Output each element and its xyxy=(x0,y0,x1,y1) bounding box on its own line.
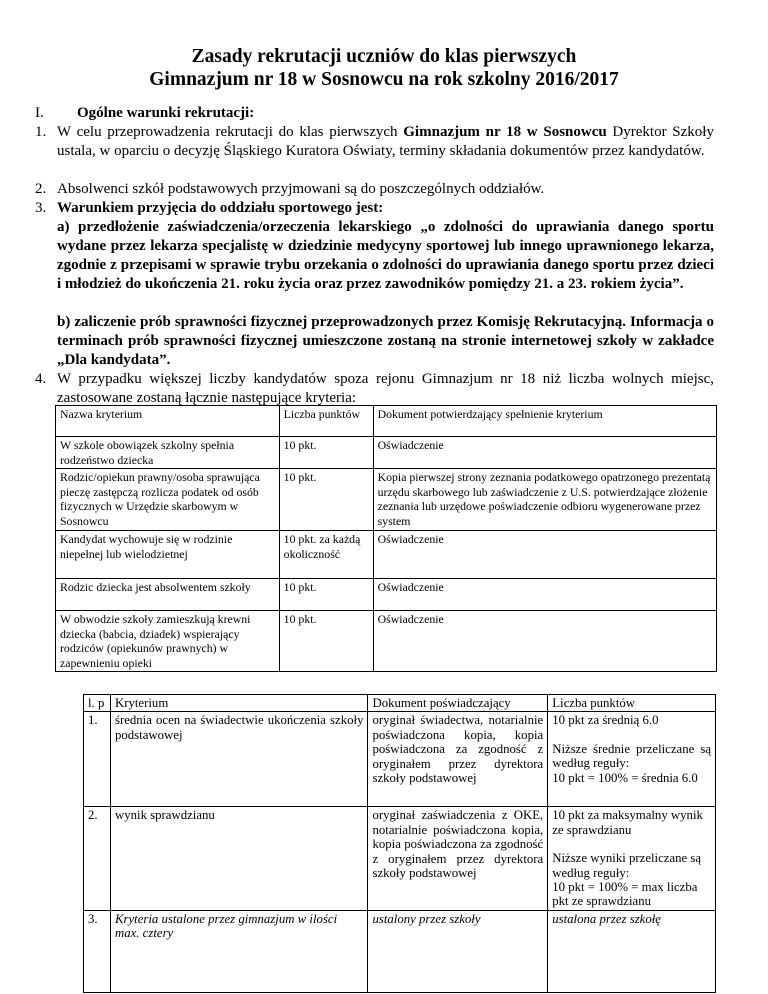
item-3-number: 3. xyxy=(35,200,47,216)
table-row xyxy=(84,712,716,807)
table-cell: Kryteria ustalone przez gimnazjum w ilości max. cztery xyxy=(110,910,368,992)
section-heading: Ogólne warunki rekrutacji: xyxy=(77,105,255,121)
table-cell: 2. xyxy=(84,807,111,910)
table-cell: Rodzic/opiekun prawny/osoba sprawująca pieczę zastępczą rozlicza podatek od osób fizycznych w Urzędzie skarbowym w Sosnowcu xyxy=(56,469,280,531)
table-cell: W obwodzie szkoły zamieszkują krewni dziecka (babcia, dziadek) wspierający rodziców (opiekunów prawnych) w zapewnieniu opieki xyxy=(56,611,280,672)
table-cell: oryginał świadectwa, notarialnie poświadczona kopia, kopia poświadczona za zgodność z oryginałem przez dyrektora szkoły podstawowej xyxy=(368,712,548,807)
item-3-condition-b: b) zaliczenie prób sprawności fizycznej przeprowadzonych przez Komisję Rekrutacyjną. Informacja o terminach prób sprawności fizycznej umieszczone zostaną na stronie internetowej szkoły w zakładce „Dla kandydata”. xyxy=(57,314,714,368)
table-cell: 10 pkt. za każdą okoliczność xyxy=(279,531,373,579)
table-header-cell: Dokument potwierdzający spełnienie kryterium xyxy=(373,406,716,437)
table-cell: 10 pkt. xyxy=(279,469,373,531)
table-row xyxy=(84,910,716,992)
item-1-school-name: Gimnazjum nr 18 w Sosnowcu xyxy=(403,124,607,140)
table-cell: oryginał zaświadczenia z OKE, notarialnie poświadczona kopia, kopia poświadczona za zgodność z oryginałem przez dyrektora szkoły podstawowej xyxy=(368,807,548,910)
table-row xyxy=(56,531,717,579)
table-row xyxy=(56,437,717,469)
table-cell: 1. xyxy=(84,712,111,807)
table-cell: Kandydat wychowuje się w rodzinie niepełnej lub wielodzietnej xyxy=(56,531,280,579)
table-cell: 3. xyxy=(84,910,111,992)
table-cell: 10 pkt. xyxy=(279,437,373,469)
table-cell: średnia ocen na świadectwie ukończenia szkoły podstawowej xyxy=(110,712,368,807)
section-number: I. xyxy=(35,105,44,121)
item-3-condition-a: a) przedłożenie zaświadczenia/orzeczenia lekarskiego „o zdolności do uprawiania danego sportu wydane przez lekarza specjalistę w dziedzinie medycyny sportowej lub innego uprawnionego lekarza, zgodnie z przepisami w sprawie trybu orzekania o zdolności do uprawiania danego sportu przez dzieci i młodzież do ukończenia 21. roku życia oraz przez zawodników pomiędzy 21. a 23. rokiem życia”. xyxy=(57,219,714,292)
item-1-number: 1. xyxy=(35,124,47,140)
document-title-line-2: Gimnazjum nr 18 w Sosnowcu na rok szkolny 2016/2017 xyxy=(149,69,619,90)
table-header-cell: Nazwa kryterium xyxy=(56,406,280,437)
document-title-line-1: Zasady rekrutacji uczniów do klas pierwszych xyxy=(191,46,577,67)
table-cell xyxy=(548,712,716,807)
table-header-cell: Kryterium xyxy=(110,695,368,712)
table-cell: W szkole obowiązek szkolny spełnia rodzeństwo dziecka xyxy=(56,437,280,469)
table-cell: Rodzic dziecka jest absolwentem szkoły xyxy=(56,579,280,611)
table-cell: Oświadczenie xyxy=(373,531,716,579)
table-header-row xyxy=(56,406,717,437)
item-3-heading: Warunkiem przyjęcia do oddziału sportowego jest: xyxy=(57,200,384,216)
points-rule-main: 10 pkt za średnią 6.0 xyxy=(552,713,659,728)
item-1-part-c: Dyrektor Szkoły ustala, w oparciu o decyzję Śląskiego Kuratora Oświaty, terminy składania dokumentów przez kandydatów. xyxy=(57,124,714,159)
table-header-cell: Dokument poświadczający xyxy=(368,695,548,712)
table-cell: wynik sprawdzianu xyxy=(110,807,368,910)
table-cell: Kopia pierwszej strony zeznania podatkowego opatrzonego prezentatą urzędu skarbowego lub zaświadczenie z U.S. potwierdzające złożenie zeznania lub urzędowe poświadczenie odbioru wygenerowane przez system xyxy=(373,469,716,531)
table-cell: Oświadczenie xyxy=(373,437,716,469)
table-header-cell: Liczba punktów xyxy=(279,406,373,437)
item-1-part-a: W celu przeprowadzenia rekrutacji do klas pierwszych xyxy=(57,124,404,140)
points-rule-main: 10 pkt za maksymalny wynik ze sprawdzianu xyxy=(552,808,703,837)
item-1-text xyxy=(57,123,714,161)
table-cell: 10 pkt. xyxy=(279,611,373,672)
item-4-number: 4. xyxy=(35,371,47,387)
item-2-number: 2. xyxy=(35,181,47,197)
points-rule-formula: 10 pkt = 100% = max liczba pkt ze sprawdzianu xyxy=(552,880,698,909)
table-row xyxy=(56,469,717,531)
table-cell: Oświadczenie xyxy=(373,579,716,611)
table-cell xyxy=(548,807,716,910)
scoring-table xyxy=(83,694,716,993)
item-2-text: Absolwenci szkół podstawowych przyjmowani są do poszczególnych oddziałów. xyxy=(57,181,545,197)
table-header-cell: Liczba punktów xyxy=(548,695,716,712)
criteria-table xyxy=(55,405,717,672)
table-cell: Oświadczenie xyxy=(373,611,716,672)
table-cell: 10 pkt. xyxy=(279,579,373,611)
table-header-cell: l. p xyxy=(84,695,111,712)
table-row xyxy=(84,807,716,910)
table-cell: ustalony przez szkoły xyxy=(368,910,548,992)
table-row xyxy=(56,611,717,672)
points-rule-note: Niższe średnie przeliczane są według reguły: xyxy=(552,741,711,771)
points-rule-formula: 10 pkt = 100% = średnia 6.0 xyxy=(552,770,698,785)
item-4-text: W przypadku większej liczby kandydatów spoza rejonu Gimnazjum nr 18 niż liczba wolnych miejsc, zastosowane zostaną łącznie następujące kryteria: xyxy=(57,371,714,406)
points-rule-note: Niższe wyniki przeliczane są według reguły: xyxy=(552,851,702,880)
table-cell: ustalona przez szkołę xyxy=(548,910,716,992)
table-row xyxy=(56,579,717,611)
table-header-row xyxy=(84,695,716,712)
